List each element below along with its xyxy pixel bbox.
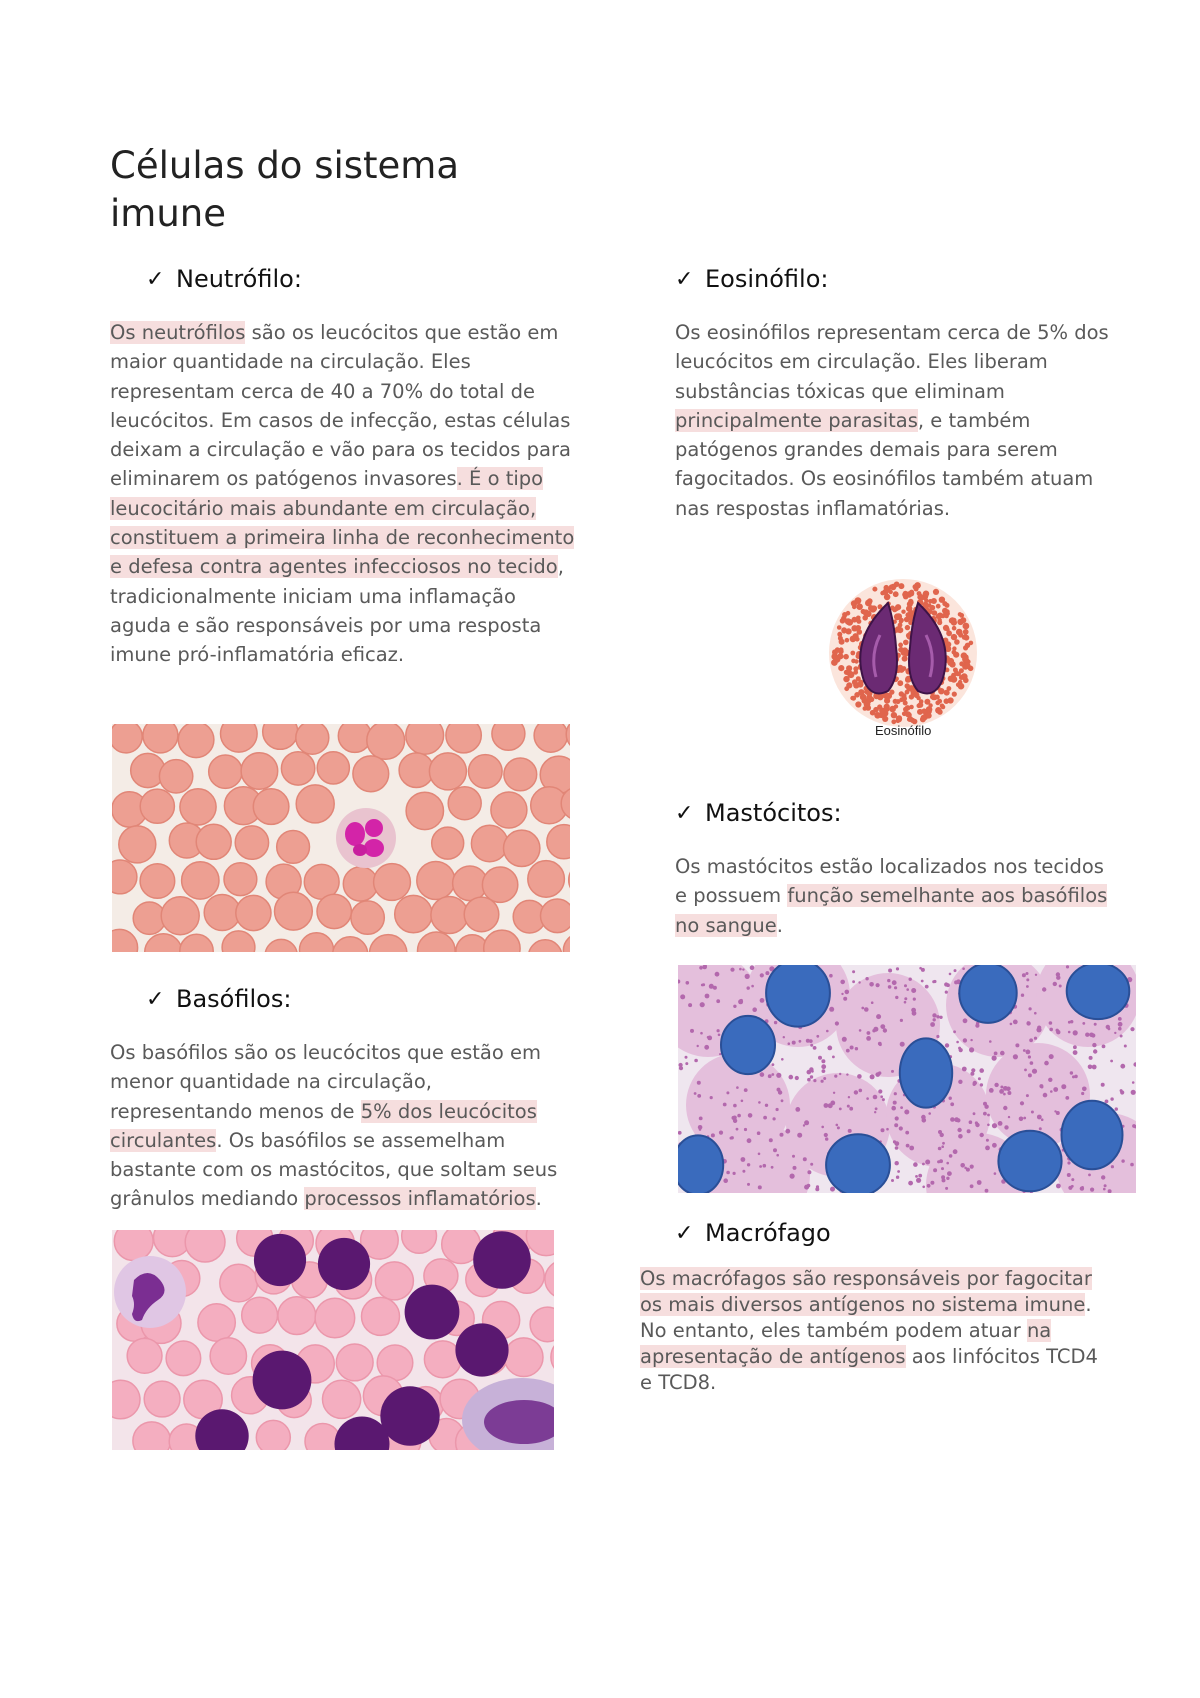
red-blood-cell <box>491 792 527 828</box>
red-blood-cell <box>406 792 443 829</box>
red-blood-cell <box>353 756 389 792</box>
mast-cell-nucleus <box>1067 965 1130 1019</box>
highlighted-text: processos inflamatórios <box>304 1187 536 1211</box>
red-blood-cell <box>446 724 481 753</box>
body-text: , tradicionalmente iniciam uma inflamação aguda e são responsáveis por uma resposta imune pró-inflamatória eficaz. <box>110 555 564 667</box>
red-blood-cell <box>182 862 219 899</box>
red-blood-cell <box>417 862 455 900</box>
red-blood-cell <box>278 1297 316 1335</box>
red-blood-cell <box>127 1338 162 1373</box>
basophil-cell <box>455 1323 508 1376</box>
heading-label: Basófilos: <box>176 985 292 1013</box>
red-blood-cell <box>429 753 466 790</box>
red-blood-cell <box>253 789 289 825</box>
red-blood-cell <box>317 752 349 784</box>
highlighted-text: principalmente parasitas <box>675 408 918 432</box>
eosinofilo-paragraph <box>675 318 1115 523</box>
neutrophil-cell <box>114 1256 186 1328</box>
red-blood-cell <box>159 760 192 793</box>
red-blood-cell <box>112 724 142 753</box>
basophil-cell <box>380 1386 439 1445</box>
figure-caption: Eosinófilo <box>875 723 932 738</box>
body-text: são os leucócitos que estão em maior quantidade na circulação. Eles representam cerca de 40 a 70% do total de leucócitos. Em casos de infecção, estas células deixam a circulação e vão para os tecidos para eliminarem os patógenos invasores <box>110 321 571 491</box>
heading-label: Macrófago <box>705 1219 831 1247</box>
mast-cell-nucleus <box>721 1016 775 1074</box>
mast-cell-nucleus <box>678 1135 723 1193</box>
red-blood-cell <box>431 897 468 934</box>
body-text: aos linfócitos TCD4 e TCD8. <box>640 1345 1098 1394</box>
red-blood-cell <box>296 785 334 823</box>
red-blood-cell <box>395 895 432 932</box>
section-heading <box>110 262 578 296</box>
red-blood-cell <box>343 867 377 901</box>
section-neutrofilo <box>110 262 578 670</box>
red-blood-cell <box>180 789 216 825</box>
heading-label: Eosinófilo: <box>705 265 829 293</box>
eosinophil-drawing <box>818 575 988 735</box>
red-blood-cell <box>464 897 499 932</box>
section-heading <box>675 262 1115 296</box>
red-blood-cell <box>236 895 271 930</box>
red-blood-cell <box>362 1297 400 1335</box>
neutrophil-micrograph <box>112 724 570 952</box>
basophil-cell <box>405 1285 460 1340</box>
red-blood-cell <box>143 724 178 753</box>
red-blood-cell <box>277 831 310 864</box>
neutrofilo-paragraph <box>110 318 578 670</box>
highlighted-text: Os neutrófilos <box>110 321 246 344</box>
red-blood-cell <box>161 897 199 935</box>
red-blood-cell <box>140 789 174 823</box>
red-blood-cell <box>144 1381 180 1417</box>
red-blood-cell <box>317 894 351 928</box>
body-text: Os mastócitos estão localizados nos tecidos e possuem <box>675 855 1104 908</box>
red-blood-cell <box>504 1338 543 1377</box>
red-blood-cell <box>528 861 565 898</box>
section-macrofago <box>640 1216 1110 1396</box>
neutrophil-cell <box>336 808 396 868</box>
highlighted-text: . É o tipo leucocitário mais abundante em circulação, constituem a primeira linha de reconhecimento e defesa contra agentes infecciosos no tecido <box>110 467 575 579</box>
red-blood-cell <box>275 892 313 930</box>
red-blood-cell <box>406 724 444 754</box>
mast-cell-nucleus <box>900 1038 952 1107</box>
red-blood-cell <box>336 1344 373 1381</box>
red-blood-cell <box>504 758 537 791</box>
basophil-micrograph <box>112 1230 554 1450</box>
mast-cell-nucleus <box>959 965 1016 1023</box>
section-heading <box>640 1216 1110 1250</box>
red-blood-cell <box>482 867 517 902</box>
basophil-cell <box>254 1234 306 1286</box>
red-blood-cell <box>242 1297 278 1333</box>
highlighted-text: função semelhante aos basófilos no sangue <box>675 884 1108 937</box>
macrofago-paragraph <box>640 1266 1110 1396</box>
red-blood-cell <box>323 1380 361 1418</box>
red-blood-cell <box>114 1230 153 1261</box>
page-title: Células do sistema imune <box>110 144 460 235</box>
red-blood-cell <box>198 1304 235 1341</box>
red-blood-cell <box>534 724 567 752</box>
heading-label: Mastócitos: <box>705 799 842 827</box>
red-blood-cell <box>119 826 156 863</box>
check-icon: ✓ <box>146 266 165 292</box>
red-blood-cell <box>504 830 540 866</box>
red-blood-cell <box>209 755 242 788</box>
section-heading <box>110 982 578 1016</box>
red-blood-cell <box>399 753 434 788</box>
body-text: Os eosinófilos representam cerca de 5% dos leucócitos em circulação. Eles liberam substâncias tóxicas que eliminam <box>675 321 1109 403</box>
red-blood-cell <box>469 755 503 789</box>
red-blood-cell <box>220 1264 258 1302</box>
mast-cell-nucleus <box>826 1134 890 1193</box>
red-blood-cell <box>374 864 411 901</box>
basofilos-paragraph <box>110 1038 578 1214</box>
heading-label: Neutrófilo: <box>176 265 302 293</box>
basophil-cell <box>473 1231 531 1289</box>
highlighted-text: 5% dos leucócitos circulantes <box>110 1099 537 1152</box>
red-blood-cell <box>296 724 329 754</box>
highlighted-text: na apresentação de antígenos <box>640 1319 1052 1368</box>
red-blood-cell <box>241 753 278 790</box>
check-icon: ✓ <box>146 986 165 1012</box>
body-text: . Os basófilos se assemelham bastante com os mastócitos, que soltam seus grânulos mediando <box>110 1128 558 1211</box>
highlighted-text: Os macrófagos são responsáveis por fagocitar os mais diversos antígenos no sistema imune <box>640 1267 1092 1316</box>
red-blood-cell <box>256 1420 290 1450</box>
red-blood-cell <box>471 825 507 861</box>
red-blood-cell <box>351 901 384 934</box>
eosinophil-illustration <box>818 575 988 750</box>
red-blood-cell <box>140 864 175 899</box>
check-icon: ✓ <box>675 1220 694 1246</box>
red-blood-cell <box>185 1230 225 1262</box>
red-blood-cell <box>204 895 240 931</box>
section-heading <box>675 796 1115 830</box>
body-text: , e também patógenos grandes demais para serem fagocitados. Os eosinófilos também atuam nas respostas inflamatórias. <box>675 408 1094 520</box>
red-blood-cell <box>178 724 214 758</box>
basophil-cell <box>318 1238 370 1290</box>
section-mastocitos <box>675 796 1115 940</box>
red-blood-cell <box>367 724 405 759</box>
check-icon: ✓ <box>675 800 694 826</box>
mast-cell-nucleus <box>766 965 830 1027</box>
red-blood-cell <box>375 1262 413 1300</box>
check-icon: ✓ <box>675 266 694 292</box>
red-blood-cell <box>224 863 257 896</box>
red-blood-cell <box>196 824 231 859</box>
body-text: . <box>776 913 783 937</box>
mast-cell-nucleus <box>998 1131 1061 1192</box>
red-blood-cell <box>235 826 268 859</box>
red-blood-cell <box>281 752 314 785</box>
red-blood-cell <box>210 1338 246 1374</box>
mast-cell-micrograph <box>678 965 1136 1193</box>
red-blood-cell <box>221 724 258 752</box>
basophil-cell <box>253 1351 312 1410</box>
red-blood-cell <box>541 899 571 933</box>
body-text: . No entanto, eles também podem atuar <box>640 1293 1092 1342</box>
section-basofilos <box>110 982 578 1214</box>
mast-cell-nucleus <box>1062 1101 1123 1169</box>
body-text: . <box>535 1187 542 1211</box>
red-blood-cell <box>448 787 481 820</box>
section-eosinofilo <box>675 262 1115 523</box>
body-text: Os basófilos são os leucócitos que estão em menor quantidade na circulação, representando menos de <box>110 1041 541 1123</box>
red-blood-cell <box>315 1298 355 1338</box>
red-blood-cell <box>432 827 464 859</box>
red-blood-cell <box>492 724 525 750</box>
red-blood-cell <box>166 1341 201 1376</box>
mastocitos-paragraph <box>675 852 1115 940</box>
